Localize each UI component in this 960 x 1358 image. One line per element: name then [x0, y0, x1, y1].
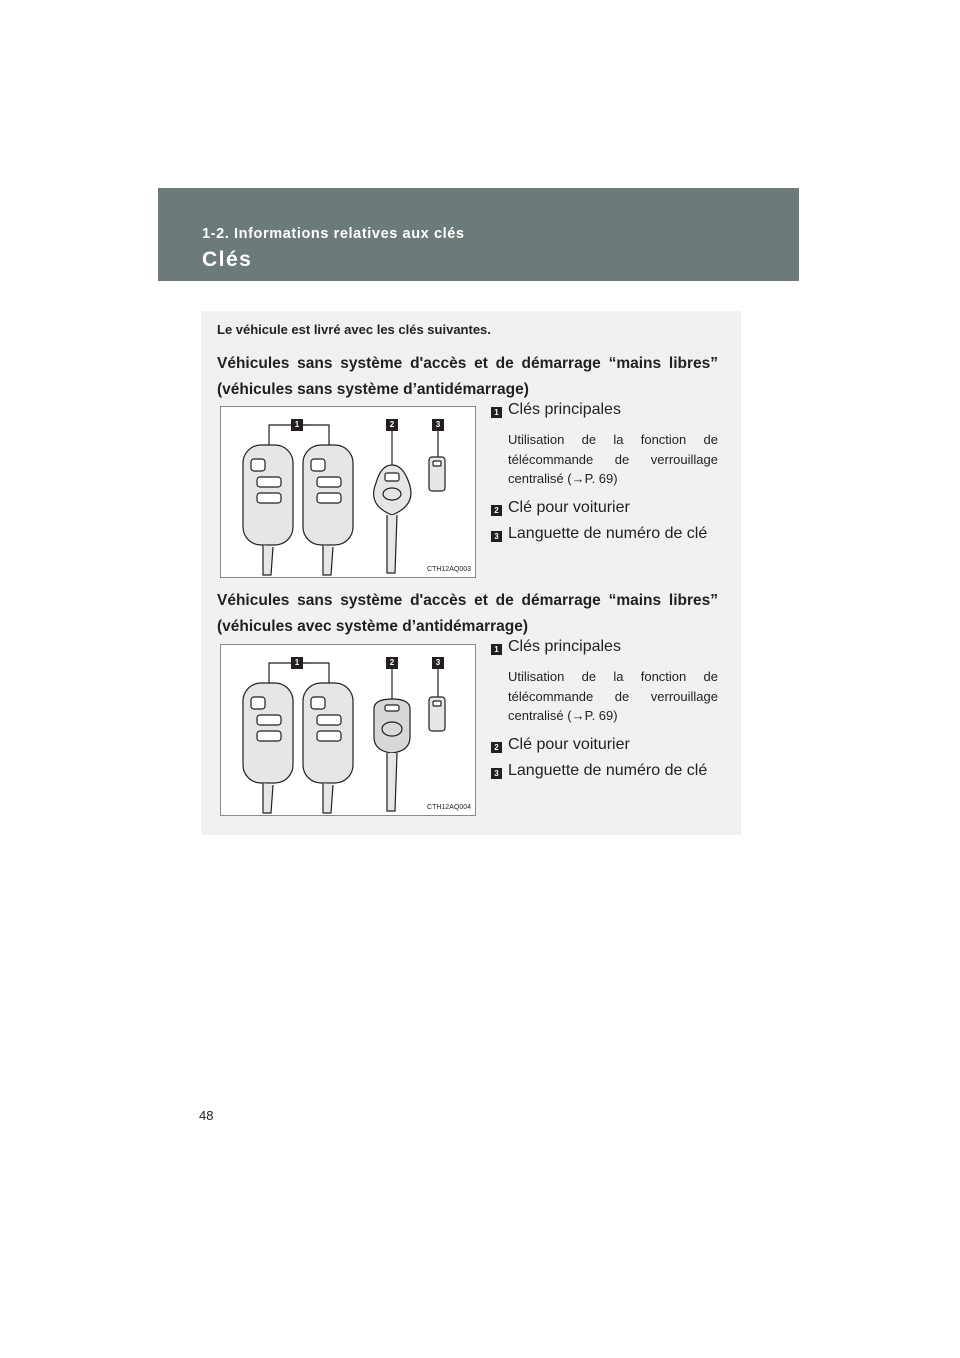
- legend-label: Languette de numéro de clé: [508, 761, 708, 779]
- section-1-legend: [491, 401, 721, 543]
- number-badge: 3: [491, 768, 502, 779]
- legend-item-key-number-plate: [491, 762, 721, 780]
- header-band: [158, 188, 799, 281]
- intro-text: Le véhicule est livré avec les clés suivantes.: [217, 322, 491, 337]
- figure-callout-1: 1: [291, 419, 303, 431]
- legend-item-master-keys: [491, 401, 721, 419]
- number-badge: 1: [491, 644, 502, 655]
- section-label: 1-2. Informations relatives aux clés: [202, 226, 465, 242]
- page-number: 48: [199, 1108, 214, 1123]
- legend-label: Clé pour voiturier: [508, 735, 630, 753]
- legend-label: Clés principales: [508, 638, 621, 655]
- legend-item-master-keys: [491, 638, 721, 656]
- legend-label: Languette de numéro de clé: [508, 524, 708, 542]
- figure-callout-3: 3: [432, 657, 444, 669]
- figure-callout-2: 2: [386, 419, 398, 431]
- legend-label: Clés principales: [508, 401, 621, 418]
- section-1-figure: [220, 406, 476, 578]
- section-2-legend: [491, 638, 721, 780]
- figure-callout-3: 3: [432, 419, 444, 431]
- content-panel: [201, 311, 741, 835]
- section-2-heading: Véhicules sans système d'accès et de démarrage “mains libres” (véhicules avec système d’antidémarrage): [217, 592, 718, 635]
- keys-illustration-2: [221, 645, 476, 816]
- figure-callout-2: 2: [386, 657, 398, 669]
- legend-item-valet-key: [491, 499, 721, 517]
- number-badge: 2: [491, 742, 502, 753]
- figure-callout-1: 1: [291, 657, 303, 669]
- legend-item-key-number-plate: [491, 525, 721, 543]
- legend-description: Utilisation de la fonction de télécommande de verrouillage centralisé (→P. 69): [508, 669, 718, 723]
- legend-description: Utilisation de la fonction de télécommande de verrouillage centralisé (→P. 69): [508, 432, 718, 486]
- number-badge: 2: [491, 505, 502, 516]
- legend-label: Clé pour voiturier: [508, 498, 630, 516]
- keys-illustration-1: [221, 407, 476, 578]
- number-badge: 1: [491, 407, 502, 418]
- section-2-figure: [220, 644, 476, 816]
- figure-code: CTH12AQ003: [427, 566, 471, 573]
- section-1-heading: Véhicules sans système d'accès et de démarrage “mains libres” (véhicules sans système d’antidémarrage): [217, 355, 718, 398]
- legend-item-valet-key: [491, 736, 721, 754]
- page-title: Clés: [202, 248, 253, 271]
- figure-code: CTH12AQ004: [427, 804, 471, 811]
- number-badge: 3: [491, 531, 502, 542]
